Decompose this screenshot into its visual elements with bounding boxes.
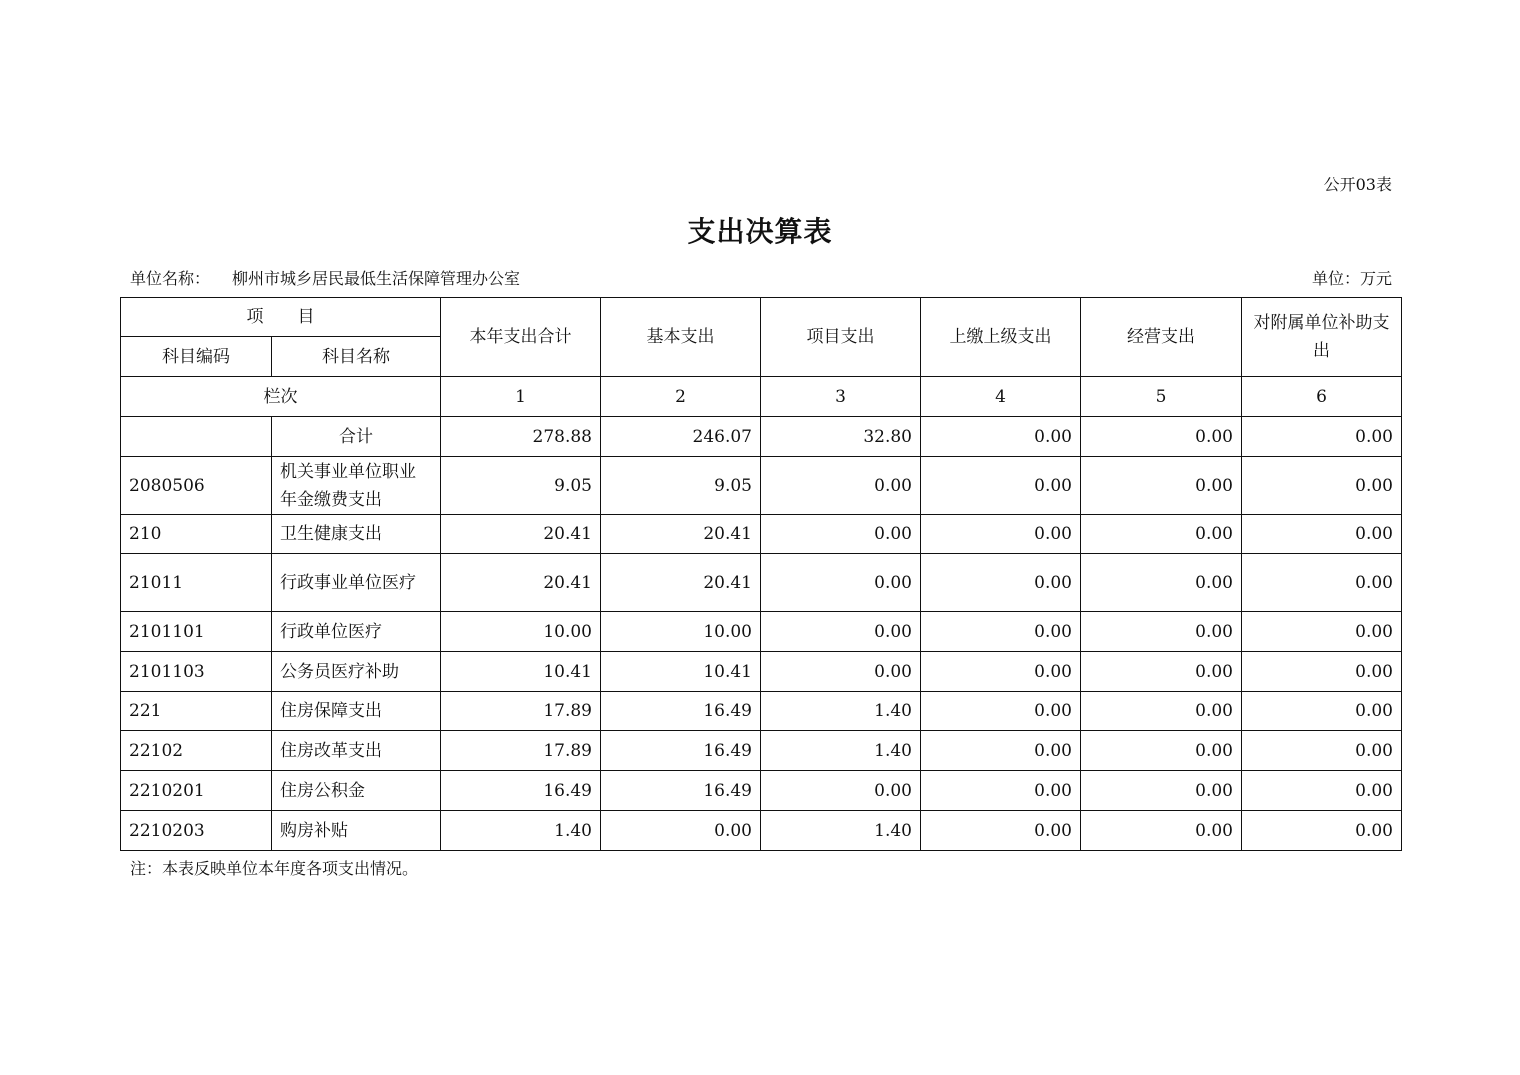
amount-cell: 0.00	[1242, 457, 1402, 515]
amount-cell: 20.41	[601, 515, 761, 554]
amount-cell: 0.00	[1081, 612, 1242, 652]
amount-cell: 1.40	[761, 811, 921, 851]
subject-name: 住房保障支出	[272, 692, 441, 731]
table-row	[121, 692, 1402, 731]
amount-cell: 0.00	[1242, 554, 1402, 612]
subject-code: 2101101	[121, 612, 272, 652]
subject-code: 2210203	[121, 811, 272, 851]
col-number: 1	[441, 377, 601, 417]
table-row	[121, 515, 1402, 554]
table-row	[121, 612, 1402, 652]
amount-cell: 16.49	[441, 771, 601, 811]
amount-cell: 0.00	[921, 692, 1081, 731]
table-row	[121, 652, 1402, 692]
table-row	[121, 554, 1402, 612]
amount-cell: 10.41	[441, 652, 601, 692]
amount-cell: 20.41	[441, 554, 601, 612]
subject-name: 行政事业单位医疗	[272, 554, 441, 612]
amount-cell: 0.00	[1081, 457, 1242, 515]
amount-cell: 0.00	[921, 515, 1081, 554]
amount-cell: 0.00	[1081, 771, 1242, 811]
amount-cell: 16.49	[601, 771, 761, 811]
amount-cell: 0.00	[1242, 515, 1402, 554]
amount-cell: 0.00	[761, 457, 921, 515]
subject-code: 22102	[121, 731, 272, 771]
page-title: 支出决算表	[687, 215, 833, 248]
amount-cell: 0.00	[1081, 811, 1242, 851]
amount-cell: 9.05	[601, 457, 761, 515]
amount-cell: 0.00	[761, 554, 921, 612]
amount-cell: 0.00	[921, 457, 1081, 515]
amount-cell: 17.89	[441, 692, 601, 731]
form-number: 公开03表	[1323, 175, 1392, 194]
amount-cell: 0.00	[1242, 771, 1402, 811]
amount-cell: 17.89	[441, 731, 601, 771]
amount-cell: 0.00	[1081, 731, 1242, 771]
amount-cell: 0.00	[761, 612, 921, 652]
col-number: 3	[761, 377, 921, 417]
amount-cell: 20.41	[601, 554, 761, 612]
subject-name: 住房公积金	[272, 771, 441, 811]
amount-cell: 0.00	[1242, 731, 1402, 771]
header-col-4: 上缴上级支出	[921, 298, 1081, 377]
amount-cell: 0.00	[921, 554, 1081, 612]
amount-cell: 0.00	[1242, 612, 1402, 652]
subject-name: 住房改革支出	[272, 731, 441, 771]
col-number: 2	[601, 377, 761, 417]
header-col-6: 对附属单位补助支出	[1242, 298, 1402, 377]
header-code: 科目编码	[121, 337, 272, 377]
subject-code: 2101103	[121, 652, 272, 692]
amount-cell: 1.40	[761, 731, 921, 771]
subject-name: 行政单位医疗	[272, 612, 441, 652]
amount-cell: 0.00	[1081, 515, 1242, 554]
total-row	[121, 417, 1402, 457]
table-row	[121, 771, 1402, 811]
unit-info-row	[130, 266, 1392, 289]
amount-cell: 0.00	[921, 771, 1081, 811]
subject-code: 2210201	[121, 771, 272, 811]
amount-cell: 0.00	[1242, 811, 1402, 851]
header-col-5: 经营支出	[1081, 298, 1242, 377]
amount-cell: 16.49	[601, 692, 761, 731]
total-value: 0.00	[1242, 417, 1402, 457]
header-name: 科目名称	[272, 337, 441, 377]
amount-cell: 0.00	[921, 612, 1081, 652]
header-col-2: 基本支出	[601, 298, 761, 377]
subject-code: 2080506	[121, 457, 272, 515]
subject-name: 购房补贴	[272, 811, 441, 851]
total-value: 246.07	[601, 417, 761, 457]
header-project: 项 目	[121, 298, 441, 337]
table-row	[121, 811, 1402, 851]
amount-cell: 0.00	[921, 652, 1081, 692]
table-note: 注：本表反映单位本年度各项支出情况。	[130, 859, 419, 878]
amount-cell: 9.05	[441, 457, 601, 515]
subject-name: 机关事业单位职业年金缴费支出	[272, 457, 441, 515]
amount-cell: 0.00	[1242, 692, 1402, 731]
amount-cell: 10.00	[601, 612, 761, 652]
table-row	[121, 457, 1402, 515]
amount-cell: 10.41	[601, 652, 761, 692]
subject-name: 卫生健康支出	[272, 515, 441, 554]
amount-cell: 20.41	[441, 515, 601, 554]
total-code-cell	[121, 417, 272, 457]
amount-cell: 0.00	[1242, 652, 1402, 692]
amount-cell: 0.00	[1081, 652, 1242, 692]
header-col-3: 项目支出	[761, 298, 921, 377]
amount-cell: 0.00	[761, 515, 921, 554]
expenditure-table	[120, 297, 1402, 851]
amount-cell: 0.00	[761, 652, 921, 692]
table-row	[121, 731, 1402, 771]
amount-cell: 0.00	[1081, 692, 1242, 731]
row-index-label: 栏次	[121, 377, 441, 417]
amount-cell: 0.00	[921, 811, 1081, 851]
amount-cell: 1.40	[441, 811, 601, 851]
total-value: 0.00	[921, 417, 1081, 457]
amount-cell: 0.00	[1081, 554, 1242, 612]
total-value: 32.80	[761, 417, 921, 457]
unit-name-label: 单位名称：	[130, 269, 211, 288]
col-number: 6	[1242, 377, 1402, 417]
amount-cell: 0.00	[761, 771, 921, 811]
col-number: 4	[921, 377, 1081, 417]
total-value: 0.00	[1081, 417, 1242, 457]
header-col-1: 本年支出合计	[441, 298, 601, 377]
subject-name: 公务员医疗补助	[272, 652, 441, 692]
subject-code: 221	[121, 692, 272, 731]
subject-code: 21011	[121, 554, 272, 612]
amount-cell: 0.00	[921, 731, 1081, 771]
total-value: 278.88	[441, 417, 601, 457]
currency-unit: 单位：万元	[1311, 269, 1392, 288]
subject-code: 210	[121, 515, 272, 554]
col-number: 5	[1081, 377, 1242, 417]
amount-cell: 1.40	[761, 692, 921, 731]
amount-cell: 16.49	[601, 731, 761, 771]
amount-cell: 0.00	[601, 811, 761, 851]
unit-name: 柳州市城乡居民最低生活保障管理办公室	[232, 269, 521, 288]
amount-cell: 10.00	[441, 612, 601, 652]
total-label: 合计	[272, 417, 441, 457]
